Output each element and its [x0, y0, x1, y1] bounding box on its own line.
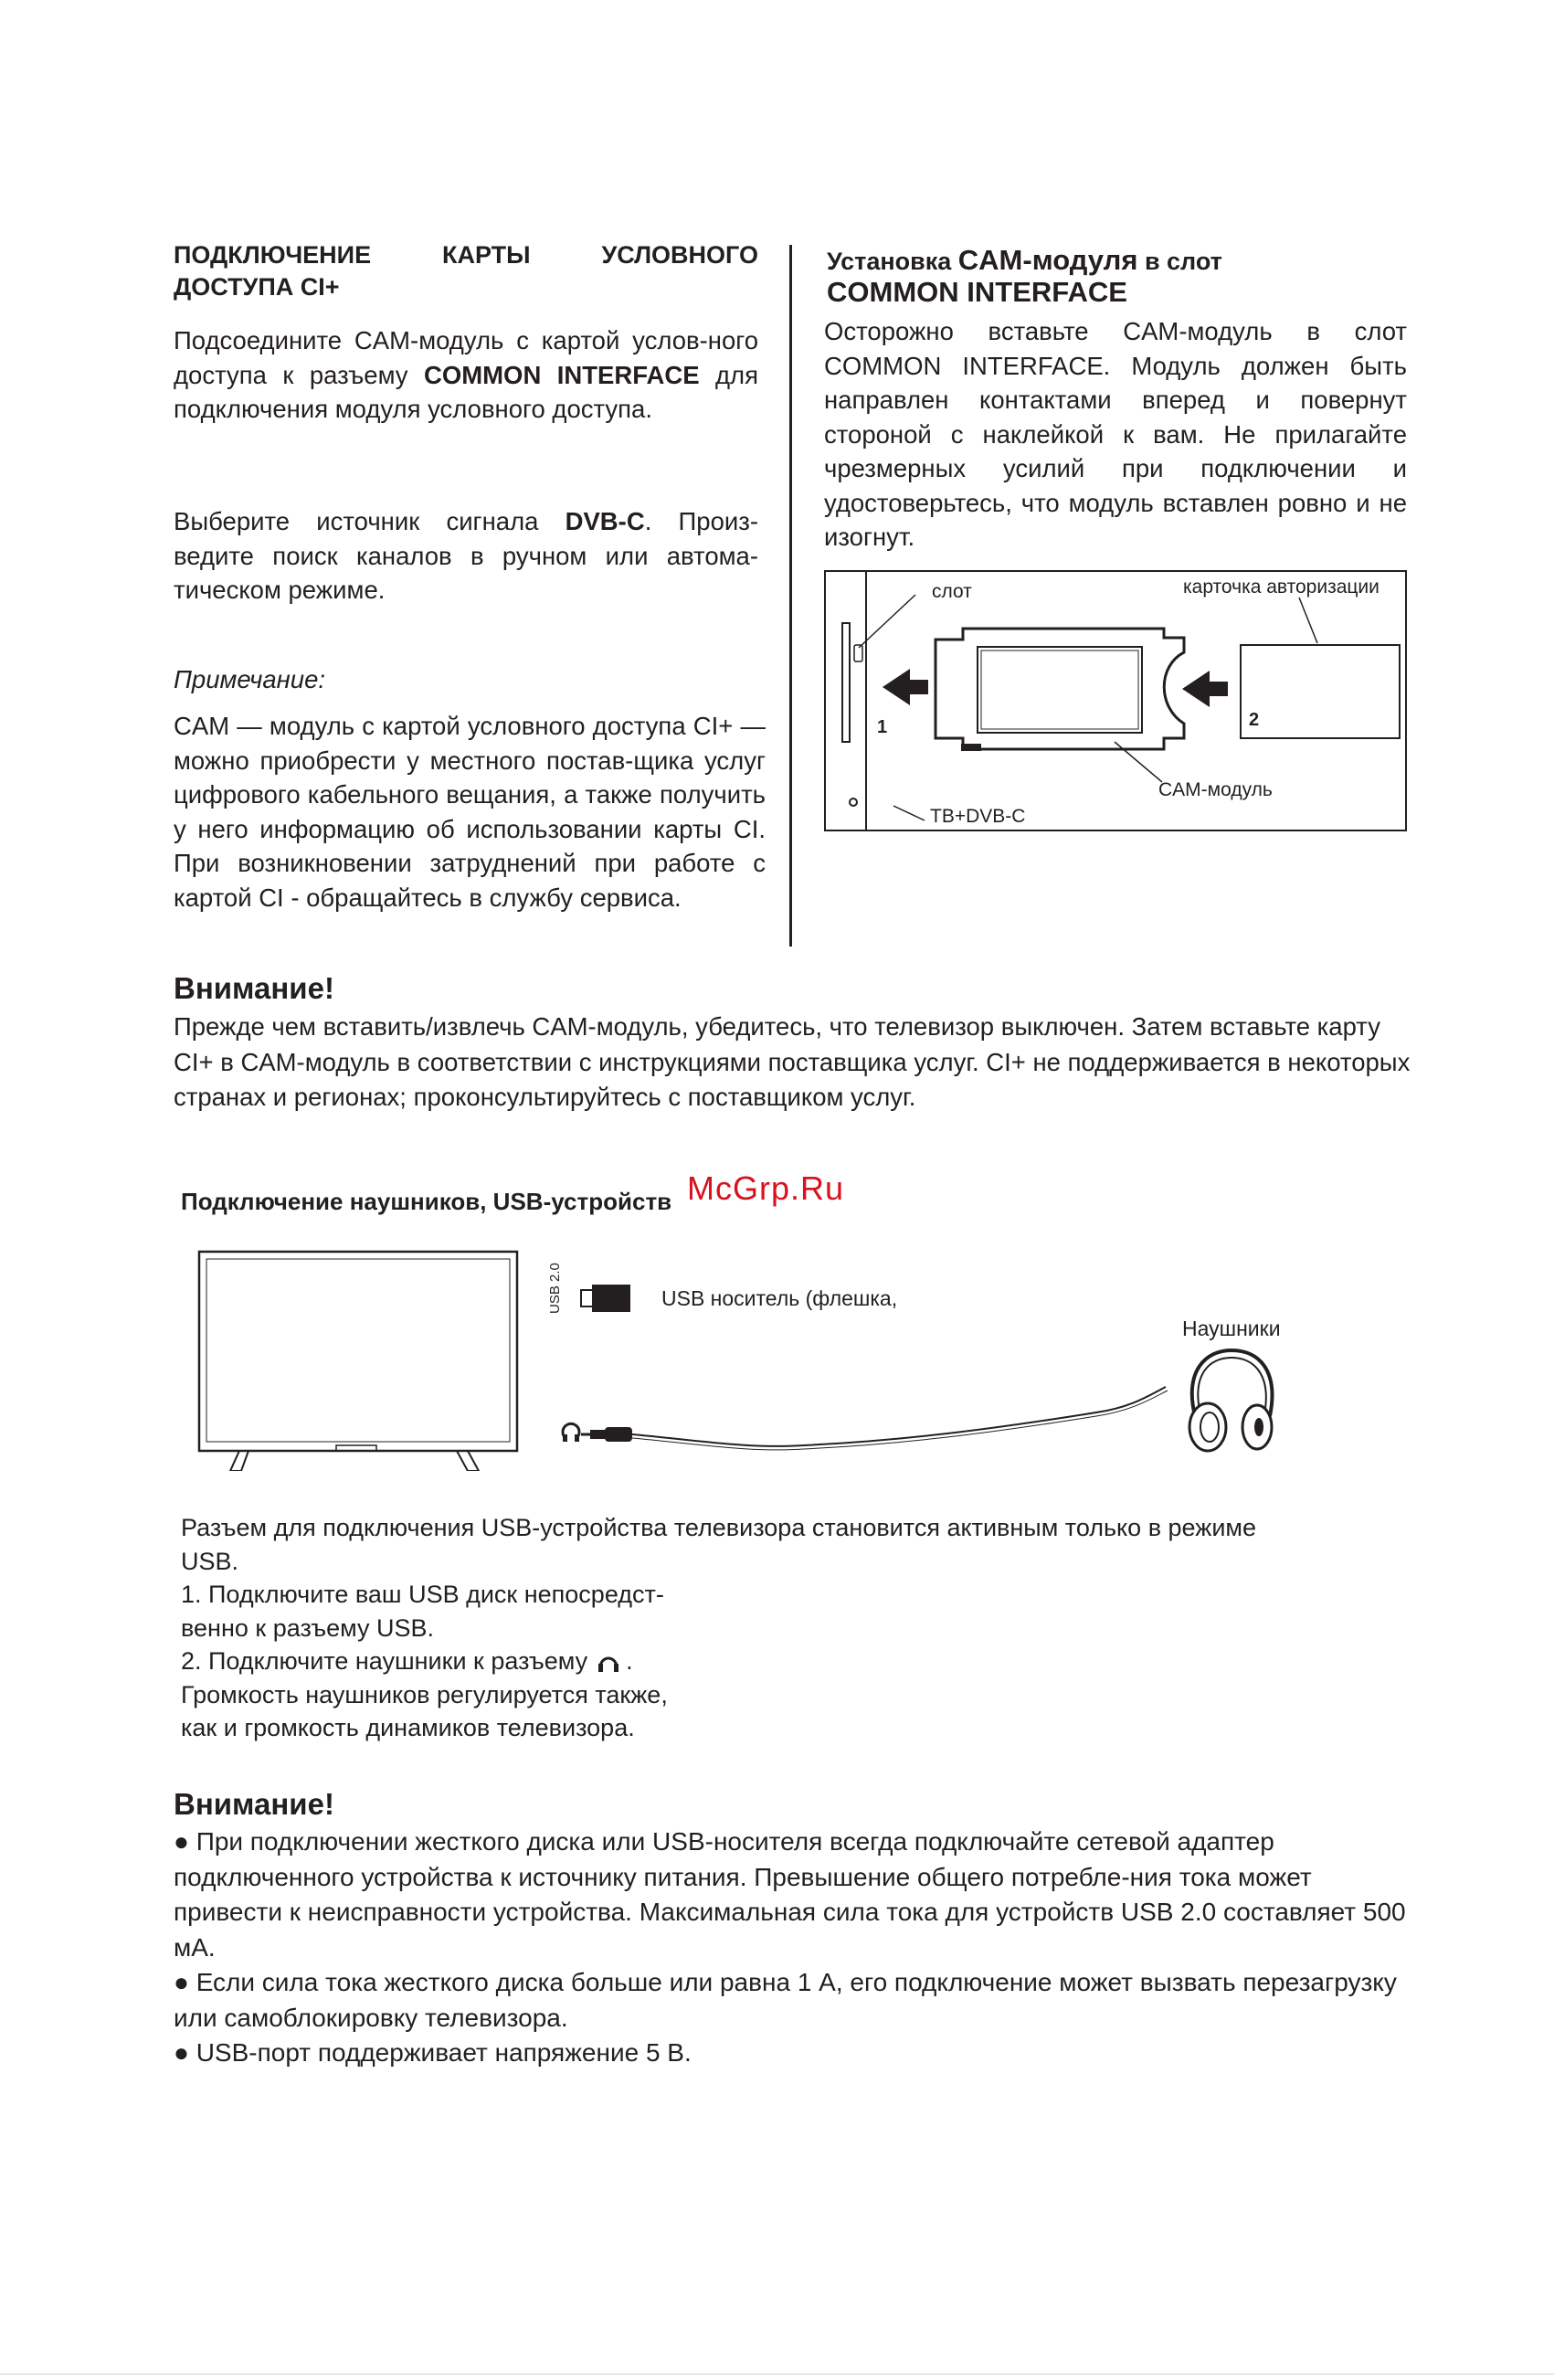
cam-install-heading	[827, 245, 1411, 309]
headphones-label: Наушники	[1182, 1317, 1281, 1340]
ci-heading-line2: ДОСТУПА CI+	[174, 273, 340, 301]
note-text: CAM — модуль с картой условного доступа CI+ — можно приобрести у местного постав-щика услуг цифрового кабельного вещания, а также получить у него информацию об использовании карты CI. При возникновении затруднений при работе с картой CI - обращайтесь в службу сервиса.	[174, 712, 766, 912]
cam-install-diagram	[824, 570, 1407, 831]
warning2-bullet1: ● При подключении жесткого диска или USB-носителя всегда подключайте сетевой адаптер подключенного устройства к источнику питания. Превышение общего потребле-ния тока может привести к неисправности устройства. Максимальная сила тока для устройств USB 2.0 составляет 500 мА.	[174, 1827, 1406, 1962]
ci-heading-line1: ПОДКЛЮЧЕНИЕ КАРТЫ УСЛОВНОГО	[174, 241, 758, 269]
audio-plug-icon	[605, 1427, 632, 1442]
label-card: карточка авторизации	[1183, 576, 1380, 598]
tv-connection-diagram	[183, 1233, 1316, 1471]
usb-line1: Разъем для подключения USB-устройства телевизора становится активным только в режиме	[181, 1514, 1256, 1541]
note-label: Примечание:	[174, 665, 326, 693]
usb-device-label: USB носитель (флешка,	[661, 1286, 898, 1310]
usb-flash-icon	[592, 1285, 630, 1312]
label-slot: слот	[932, 581, 972, 602]
cam-heading-part2: CAM-модуля	[957, 244, 1138, 276]
ci-paragraph-source	[174, 504, 758, 608]
cam-heading-line2: COMMON INTERFACE	[827, 276, 1127, 308]
warning1-text: Прежде чем вставить/извлечь CAM-модуль, убедитесь, что телевизор выключен. Затем вставьте карту CI+ в CAM-модуль в соответствии с инструкциями поставщика услуг. CI+ не поддерживается в некоторых странах и регионах; проконсультируйтесь с поставщиком услуг.	[174, 1012, 1411, 1111]
step1-label: 1	[877, 717, 888, 737]
warning2-text	[174, 1825, 1416, 2071]
warning2-title: Внимание!	[174, 1787, 334, 1821]
column-divider	[789, 245, 792, 947]
usb-line6: Громкость наушников регулируется также,	[181, 1680, 668, 1708]
step2-label: 2	[1249, 710, 1260, 730]
tv-left-leg	[230, 1451, 248, 1471]
ci-p1-bold: COMMON INTERFACE	[423, 360, 700, 389]
usb-line7: как и громкость динамиков телевизора.	[181, 1714, 635, 1741]
warning2-bullet3: ● USB-порт поддерживает напряжение 5 В.	[174, 2038, 692, 2067]
usb-port-label: USB 2.0	[547, 1263, 563, 1314]
headphones-usb-heading: Подключение наушников, USB-устройств	[181, 1188, 672, 1215]
ci-p2-text-end: . Произ-ведите поиск каналов в ручном или автома-тическом режиме.	[174, 507, 758, 604]
usb-line5-text: 2. Подключите наушники к разъему	[181, 1647, 588, 1675]
ci-p1-text-end: для подключения модуля условного доступа.	[174, 360, 758, 423]
ci-p1-text: Подсоедините CAM-модуль с картой услов-ного доступа к разъему	[174, 326, 758, 389]
warning1-title: Внимание!	[174, 971, 334, 1005]
label-tv: ТВ+DVB-C	[930, 806, 1026, 827]
ci-section-heading	[174, 239, 758, 303]
ci-paragraph-connect	[174, 323, 758, 427]
usb-line5	[181, 1645, 1396, 1678]
label-module: CAM-модуль	[1158, 779, 1273, 800]
usb-line3: 1. Подключите ваш USB диск непосредст-	[181, 1581, 664, 1608]
usb-line4: венно к разъему USB.	[181, 1613, 435, 1642]
cam-heading-part1: Установка	[827, 248, 958, 275]
headphone-cable	[632, 1387, 1166, 1446]
usb-line2: USB.	[181, 1547, 239, 1575]
auth-card-shape	[1241, 645, 1400, 738]
tv-screen-shape	[199, 1252, 517, 1451]
usb-instructions	[181, 1511, 1396, 1745]
usb-line5-end: .	[626, 1647, 633, 1675]
tv-right-leg	[457, 1451, 479, 1471]
cam-install-text: Осторожно вставьте CAM-модуль в слот COMMON INTERFACE. Модуль должен быть направлен контактами вперед и повернут стороной с наклейкой к вам. Не прилагайте чрезмерных усилий при подключении и удостоверьтесь, что модуль вставлен ровно и не изогнут.	[824, 317, 1407, 551]
bottom-rule	[0, 2374, 1554, 2375]
ci-p2-bold: DVB-C	[565, 507, 645, 535]
ci-p2-text: Выберите источник сигнала	[174, 507, 566, 535]
cam-heading-part3: в слот	[1137, 248, 1222, 275]
watermark-text: McGrp.Ru	[687, 1169, 845, 1207]
warning2-bullet2: ● Если сила тока жесткого диска больше или равна 1 А, его подключение может вызвать перезагрузку или самоблокировку телевизора.	[174, 1968, 1397, 2032]
headphone-glyph-icon	[597, 1649, 620, 1673]
